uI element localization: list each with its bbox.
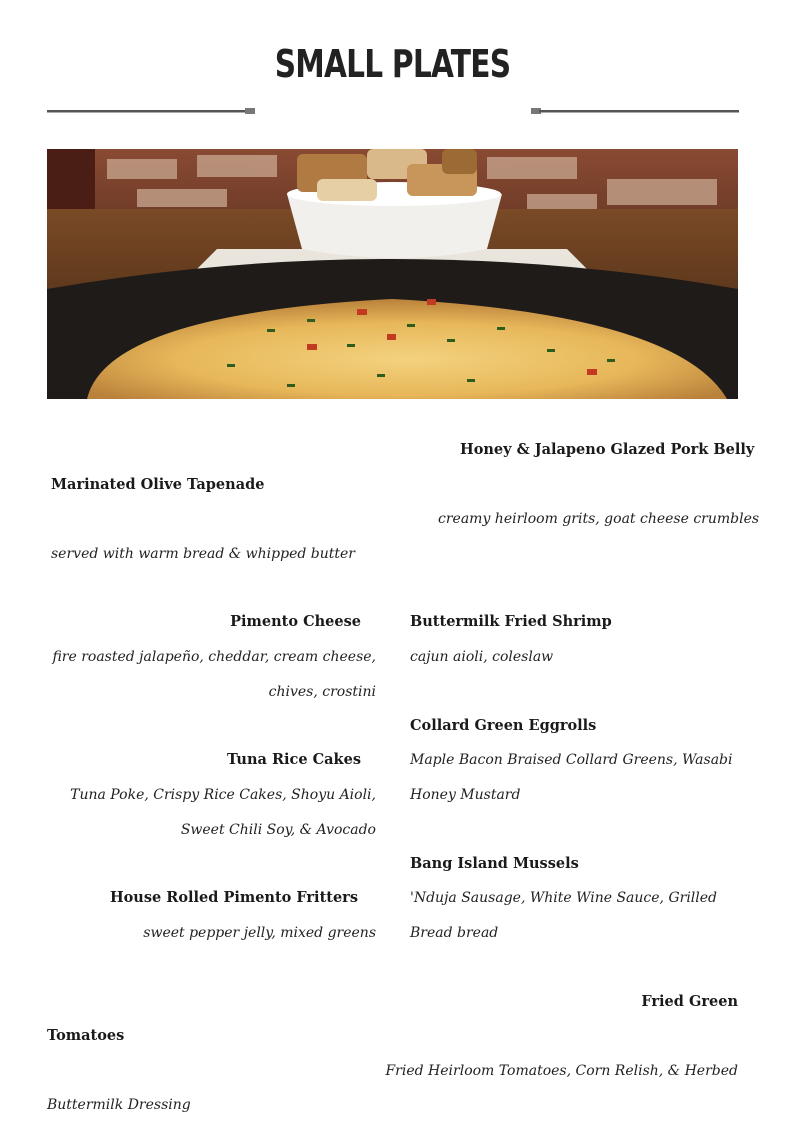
item-name-pork-belly: Honey & Jalapeno Glazed Pork Belly (460, 441, 755, 458)
item-desc-fried-green-tomatoes-part2: Buttermilk Dressing (47, 1097, 191, 1113)
item-desc-tuna-rice-cakes: Tuna Poke, Crispy Rice Cakes, Shoyu Aioli, Sweet Chili Soy, & Avocado (70, 787, 376, 838)
item-desc-buttermilk-shrimp: cajun aioli, coleslaw (410, 649, 554, 665)
item-desc-fried-green-tomatoes-part1: Fried Heirloom Tomatoes, Corn Relish, & Herbed (385, 1063, 738, 1079)
item-name-collard-eggrolls: Collard Green Eggrolls (410, 717, 597, 734)
hero-food-photo (47, 149, 738, 399)
item-name-pimento-fritters: House Rolled Pimento Fritters (109, 889, 358, 906)
item-desc-pimento-fritters: sweet pepper jelly, mixed greens (143, 925, 376, 941)
item-desc-pimento-cheese: fire roasted jalapeño, cheddar, cream cheese, chives, crostini (52, 649, 376, 700)
item-desc-collard-eggrolls: Maple Bacon Braised Collard Greens, Wasabi Honey Mustard (410, 752, 733, 803)
item-name-pimento-cheese: Pimento Cheese (230, 613, 361, 630)
item-name-olive-tapenade: Marinated Olive Tapenade (51, 476, 265, 493)
item-name-tuna-rice-cakes: Tuna Rice Cakes (226, 751, 361, 768)
page-title: SMALL PLATES (274, 42, 511, 86)
item-name-bang-island-mussels: Bang Island Mussels (410, 855, 579, 872)
item-name-fried-green-tomatoes-part2: Tomatoes (47, 1027, 125, 1044)
item-name-buttermilk-shrimp: Buttermilk Fried Shrimp (410, 613, 612, 630)
divider-right (529, 106, 739, 116)
item-desc-pork-belly: creamy heirloom grits, goat cheese crumbles (438, 511, 760, 527)
item-desc-bang-island-mussels: 'Nduja Sausage, White Wine Sauce, Grilled Bread bread (410, 890, 718, 941)
item-desc-olive-tapenade: served with warm bread & whipped butter (51, 546, 355, 562)
divider-left (47, 106, 257, 116)
item-name-fried-green-tomatoes-part1: Fried Green (641, 993, 738, 1010)
